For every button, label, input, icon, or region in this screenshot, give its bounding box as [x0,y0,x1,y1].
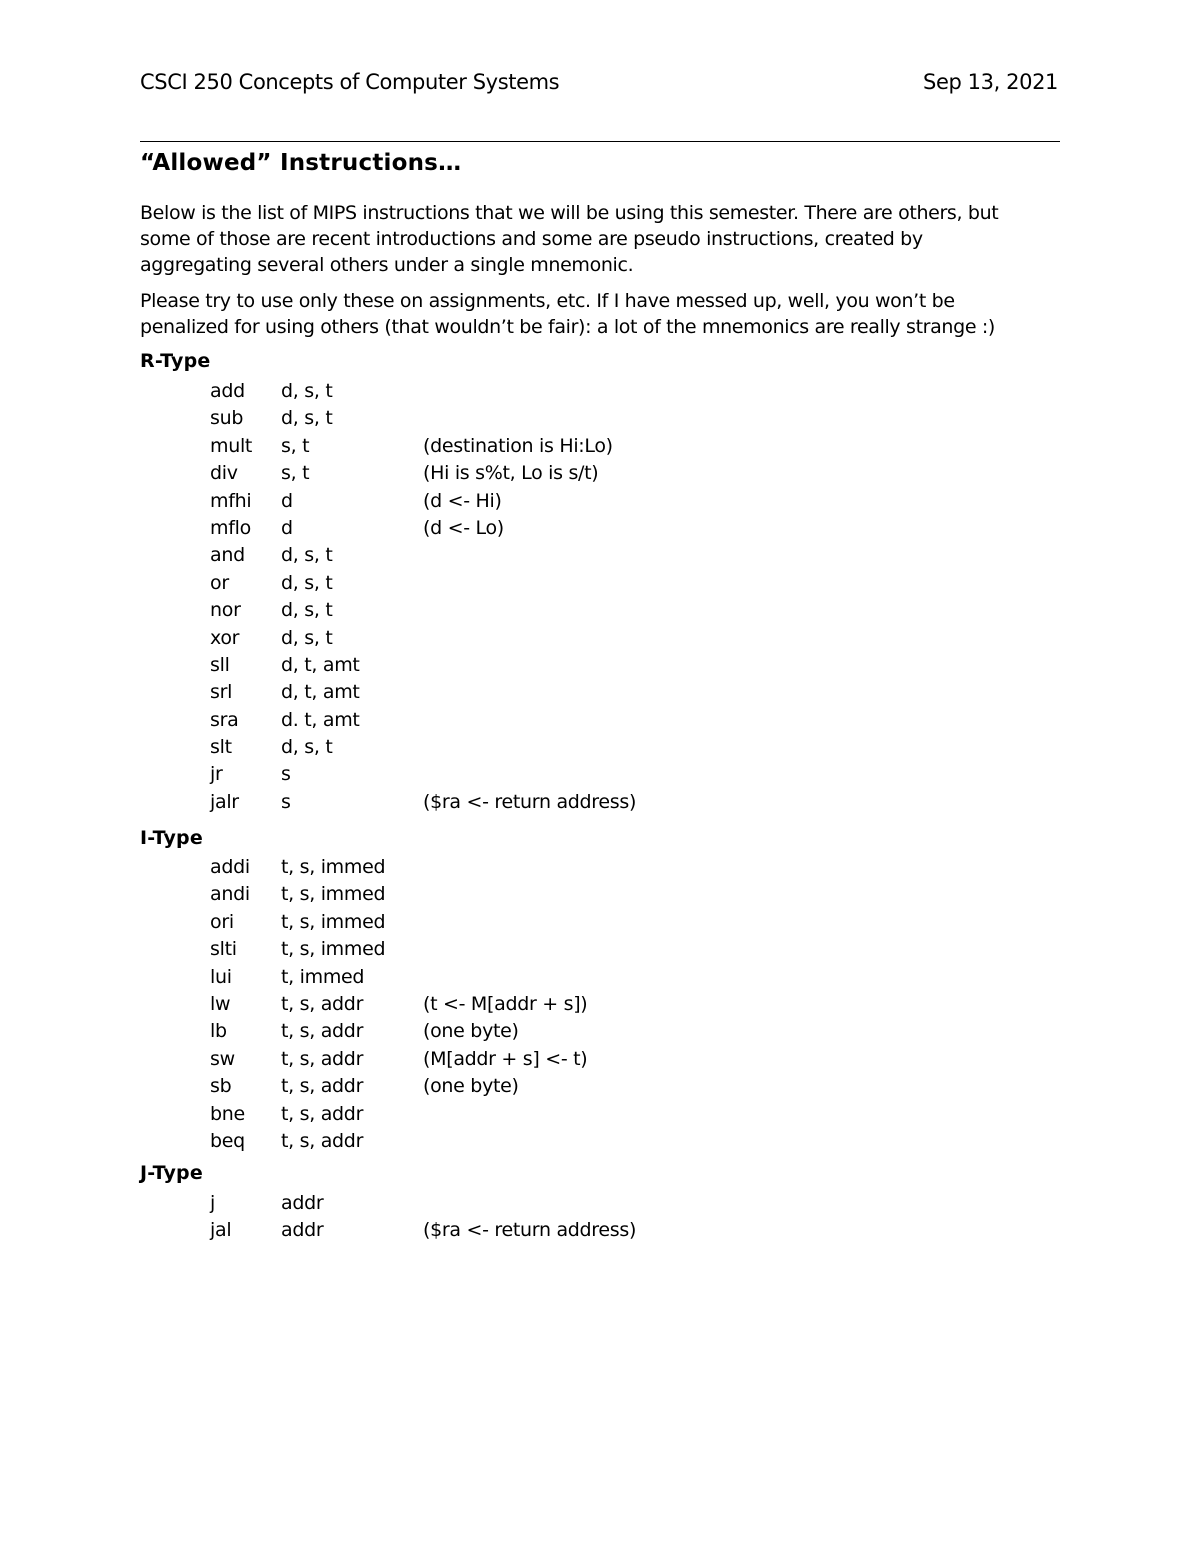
instruction-mnemonic: lui [210,965,232,988]
instruction-comment: ($ra <- return address) [423,790,637,813]
note-line: Please try to use only these on assignments, etc. If I have messed up, well, you won’t be [140,290,955,312]
instruction-mnemonic: xor [210,626,240,649]
instruction-operands: d [281,516,293,539]
instruction-operands: addr [281,1219,324,1242]
instruction-row [210,542,910,569]
intro-line: some of those are recent introductions and some are pseudo instructions, created by [140,228,923,250]
instruction-mnemonic: jal [210,1219,232,1242]
instruction-row [210,460,910,487]
instruction-operands: d, s, t [281,626,333,649]
note-paragraph [140,288,1060,340]
instruction-row [210,515,910,542]
instruction-operands: t, s, addr [281,1020,364,1043]
instruction-mnemonic: sll [210,653,230,676]
instruction-row [210,433,910,460]
instruction-row [210,1073,910,1100]
instruction-comment: (one byte) [423,1020,519,1043]
instruction-mnemonic: lw [210,992,231,1015]
section-title: “Allowed” Instructions… [140,150,462,176]
instruction-mnemonic: bne [210,1102,245,1125]
instruction-row [210,1046,910,1073]
instruction-mnemonic: ori [210,910,234,933]
course-title: CSCI 250 Concepts of Computer Systems [140,70,560,94]
instruction-operands: t, s, immed [281,938,386,961]
instruction-operands: t, s, addr [281,1075,364,1098]
instruction-operands: d, t, amt [281,681,360,704]
note-line: penalized for using others (that wouldn’t be fair): a lot of the mnemonics are really strange :) [140,316,995,338]
instruction-operands: d, s, t [281,407,333,430]
instruction-operands: d [281,489,293,512]
instruction-row [210,761,910,788]
instruction-operands: d, s, t [281,571,333,594]
instruction-operands: t, s, addr [281,1102,364,1125]
instruction-row [210,488,910,515]
instruction-mnemonic: sw [210,1047,235,1070]
instruction-row [210,405,910,432]
instruction-operands: d, s, t [281,599,333,622]
instruction-row [210,964,910,991]
instruction-operands: s [281,763,291,786]
r-type-instruction-list [210,378,910,816]
instruction-comment: (destination is Hi:Lo) [423,434,613,457]
instruction-row [210,679,910,706]
instruction-mnemonic: srl [210,681,233,704]
instruction-row [210,854,910,881]
instruction-comment: (M[addr + s] <- t) [423,1047,588,1070]
instruction-comment: (Hi is s%t, Lo is s/t) [423,462,599,485]
instruction-mnemonic: slti [210,938,237,961]
intro-paragraph [140,200,1060,278]
page-header [140,70,1058,102]
instruction-operands: s, t [281,462,310,485]
instruction-row [210,1018,910,1045]
instruction-row [210,909,910,936]
instruction-mnemonic: mflo [210,516,251,539]
instruction-mnemonic: slt [210,736,232,759]
instruction-operands: t, s, addr [281,992,364,1015]
instruction-mnemonic: lb [210,1020,227,1043]
instruction-row [210,707,910,734]
instruction-operands: s [281,790,291,813]
instruction-mnemonic: div [210,462,238,485]
intro-line: Below is the list of MIPS instructions that we will be using this semester. There are others, but [140,202,999,224]
instruction-comment: ($ra <- return address) [423,1219,637,1242]
j-type-instruction-list [210,1190,910,1245]
instruction-operands: d, t, amt [281,653,360,676]
instruction-comment: (one byte) [423,1075,519,1098]
instruction-mnemonic: sra [210,708,239,731]
instruction-operands: d, s, t [281,736,333,759]
instruction-mnemonic: add [210,380,245,402]
instruction-row [210,881,910,908]
instruction-row [210,936,910,963]
instruction-row [210,991,910,1018]
instruction-mnemonic: and [210,544,245,567]
instruction-operands: t, s, addr [281,1129,364,1152]
instruction-operands: addr [281,1192,324,1214]
instruction-operands: d, s, t [281,380,333,402]
instruction-comment: (d <- Lo) [423,516,504,539]
instruction-mnemonic: jr [210,763,223,786]
instruction-operands: d, s, t [281,544,333,567]
i-type-instruction-list [210,854,910,1155]
instruction-row [210,1128,910,1155]
instruction-operands: t, s, immed [281,856,386,878]
instruction-operands: t, s, immed [281,910,386,933]
instruction-comment: (t <- M[addr + s]) [423,992,588,1015]
instruction-operands: s, t [281,434,310,457]
instruction-mnemonic: andi [210,883,250,906]
instruction-row [210,734,910,761]
instruction-mnemonic: mult [210,434,253,457]
instruction-mnemonic: nor [210,599,241,622]
instruction-row [210,570,910,597]
intro-line: aggregating several others under a single mnemonic. [140,254,634,276]
instruction-row [210,625,910,652]
instruction-mnemonic: mfhi [210,489,252,512]
i-type-heading: I-Type [140,827,203,849]
instruction-mnemonic: or [210,571,229,594]
instruction-operands: t, immed [281,965,365,988]
instruction-mnemonic: addi [210,856,250,878]
r-type-heading: R-Type [140,350,211,372]
header-divider [140,141,1060,142]
instruction-operands: t, s, immed [281,883,386,906]
instruction-operands: d. t, amt [281,708,360,731]
instruction-mnemonic: sb [210,1075,232,1098]
instruction-mnemonic: jalr [210,790,239,813]
instruction-mnemonic: sub [210,407,244,430]
instruction-mnemonic: beq [210,1129,245,1152]
instruction-row [210,652,910,679]
instruction-row [210,597,910,624]
instruction-row [210,1101,910,1128]
instruction-operands: t, s, addr [281,1047,364,1070]
j-type-heading: J-Type [140,1162,203,1184]
instruction-mnemonic: j [210,1192,215,1214]
instruction-row [210,1217,910,1244]
instruction-comment: (d <- Hi) [423,489,502,512]
instruction-row [210,378,910,405]
instruction-row [210,1190,910,1217]
instruction-row [210,789,910,816]
page-date: Sep 13, 2021 [923,70,1058,94]
